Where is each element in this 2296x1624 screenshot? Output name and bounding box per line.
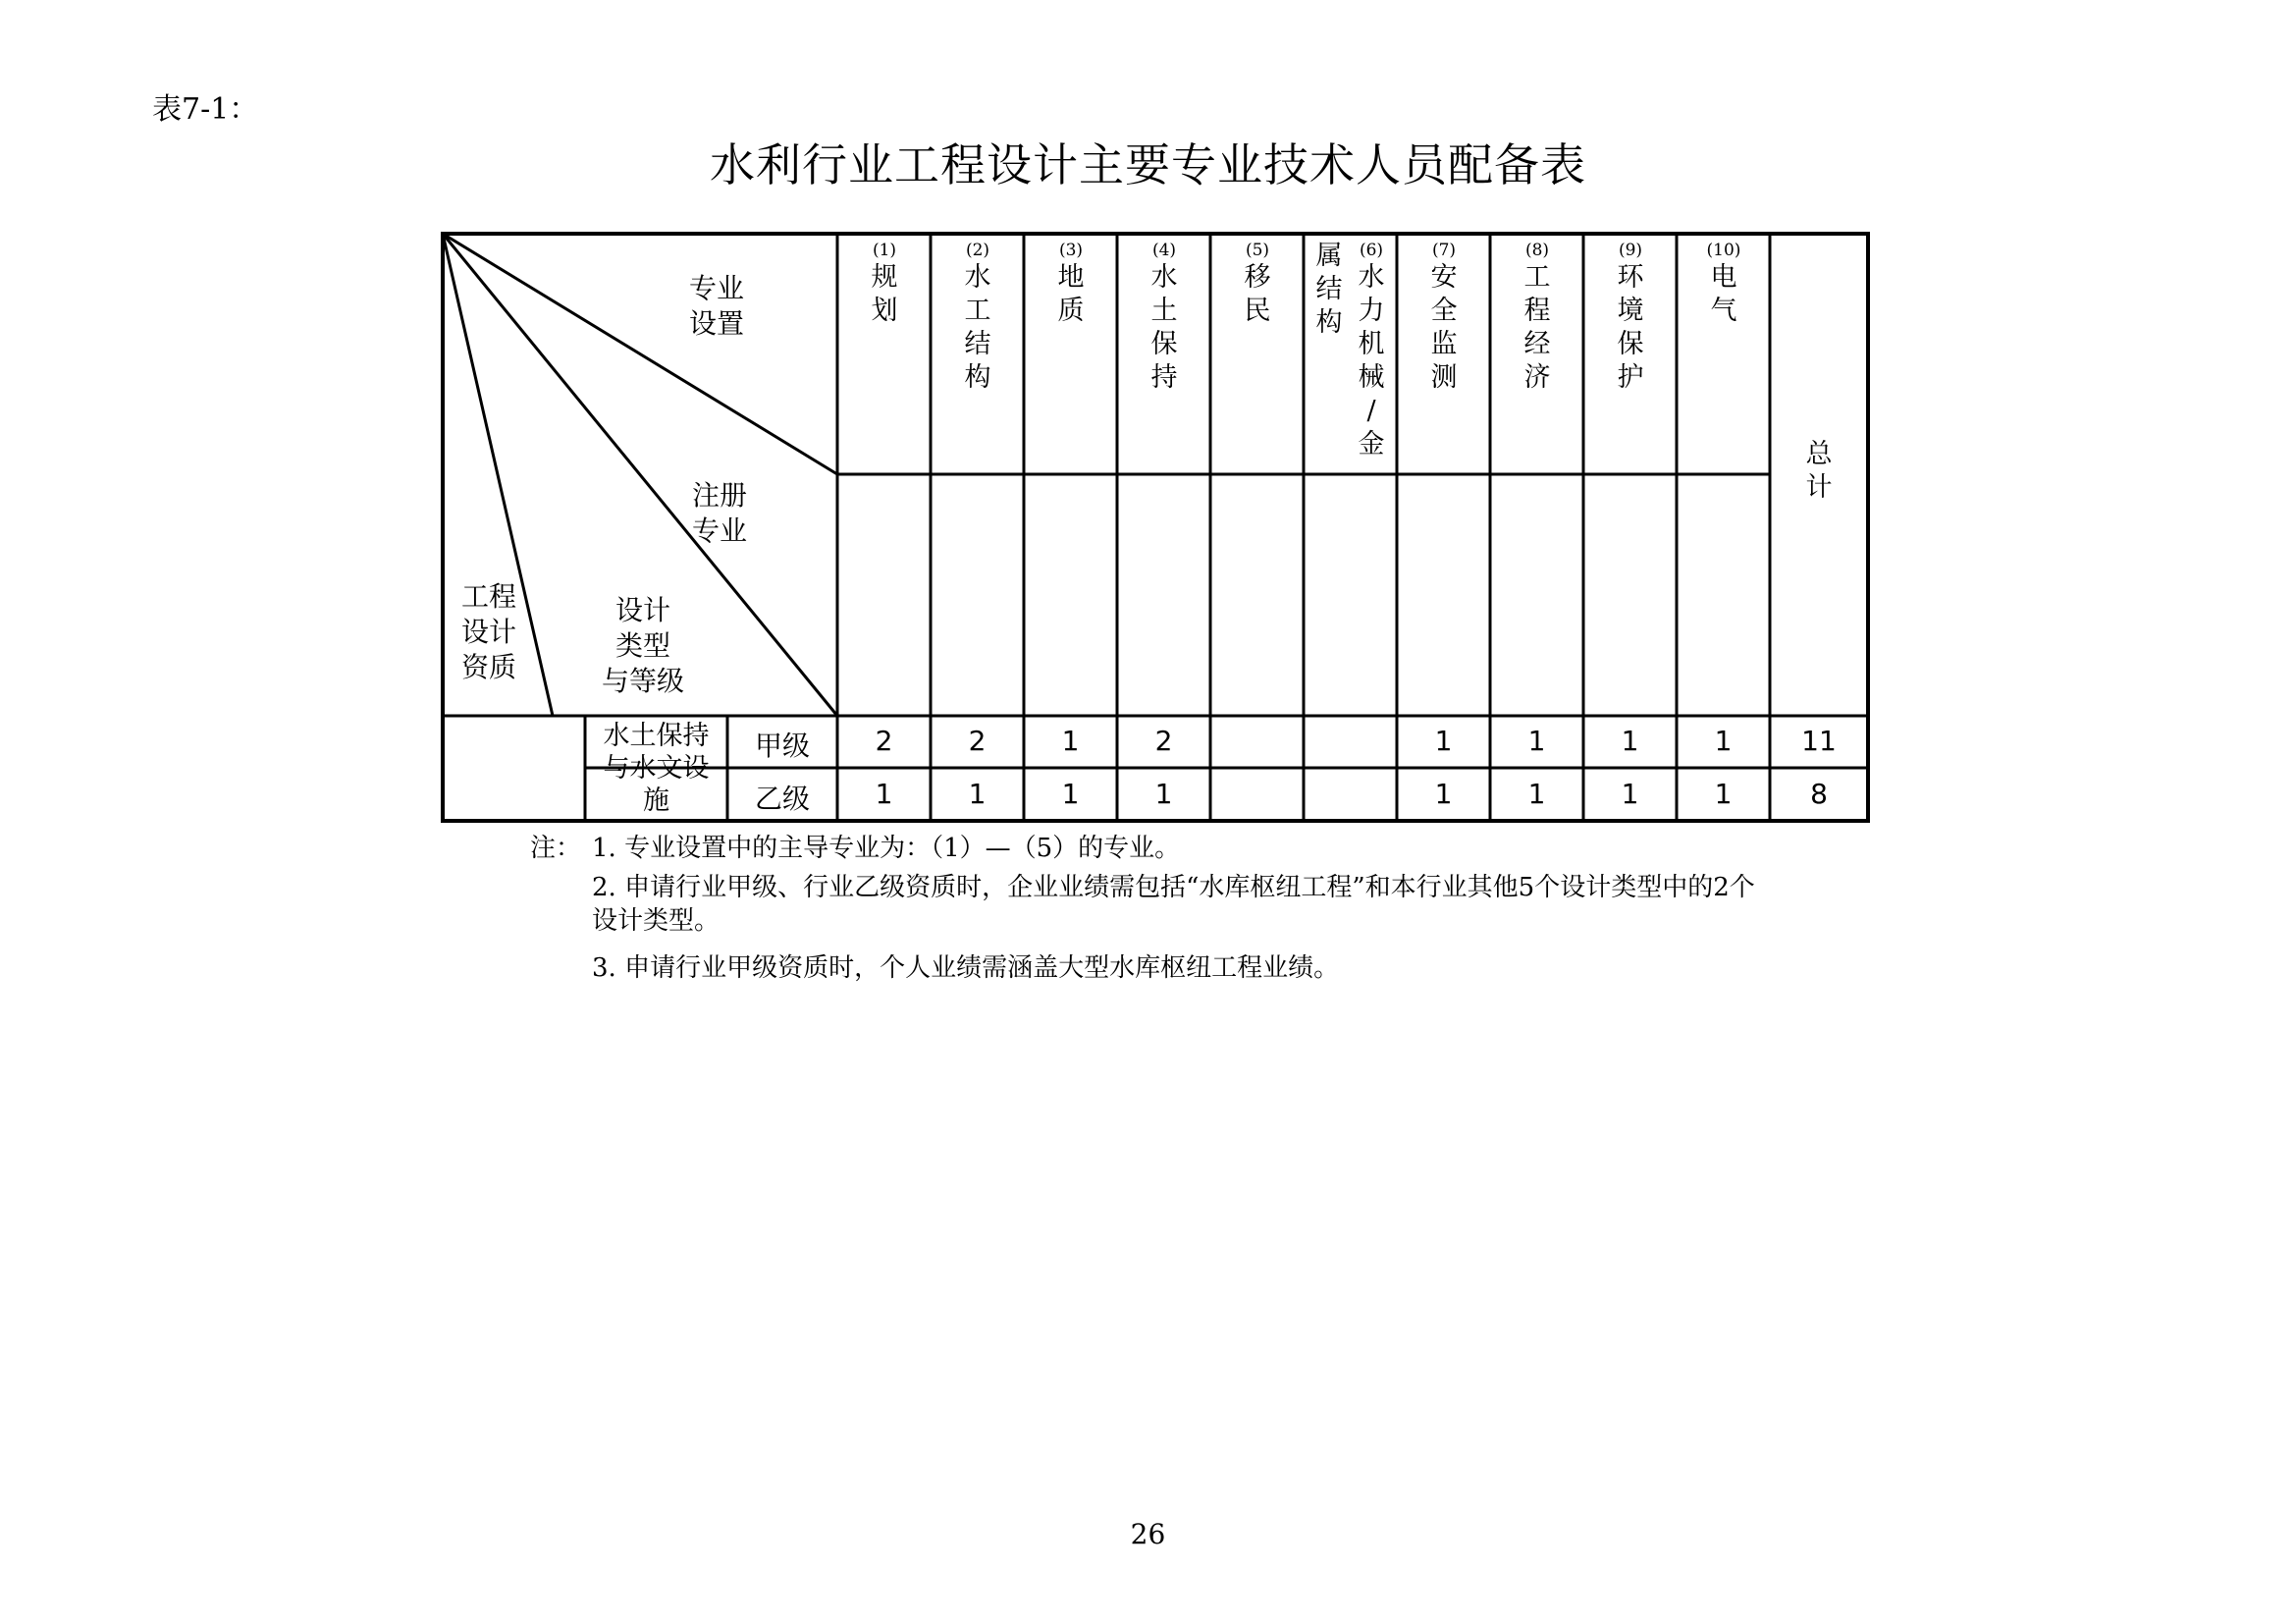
column-header-5: (5) 移 民: [1244, 241, 1271, 326]
column-header-7: (7) 安 全 监 测: [1430, 241, 1458, 393]
note-2-continued: 设计类型。: [592, 906, 721, 936]
corner-registered-specialty: 注册 专业: [691, 479, 747, 547]
column-header-2: (2) 水 工 结 构: [964, 241, 991, 393]
corner-design-type-grade: 设计 类型 与等级: [601, 594, 684, 697]
grade-a-label: 甲级: [754, 730, 810, 762]
column-header-8: (8) 工 程 经 济: [1523, 241, 1551, 393]
grade-b-total: 8: [1810, 778, 1828, 810]
grade-a-value-2: 2: [968, 725, 987, 757]
grade-b-value-8: 1: [1527, 778, 1546, 810]
grade-b-value-9: 1: [1621, 778, 1639, 810]
column-header-10: (10) 电 气: [1706, 241, 1741, 326]
grade-a-value-8: 1: [1527, 725, 1546, 757]
grade-a-value-9: 1: [1621, 725, 1639, 757]
note-1: 1. 专业设置中的主导专业为：（1）—（5）的专业。: [592, 834, 1181, 863]
design-type-cell: 水土保持 与水文设 施: [603, 721, 710, 816]
column-header-3: (3) 地 质: [1057, 241, 1085, 326]
grade-a-value-3: 1: [1061, 725, 1080, 757]
grade-b-value-4: 1: [1154, 778, 1173, 810]
column-header-4: (4) 水 土 保 持: [1150, 241, 1178, 393]
notes-prefix: 注：: [530, 834, 582, 863]
grade-b-value-1: 1: [875, 778, 893, 810]
column-header-9: (9) 环 境 保 护: [1617, 241, 1644, 393]
grade-a-total: 11: [1801, 725, 1837, 757]
grade-b-value-3: 1: [1061, 778, 1080, 810]
grade-a-value-10: 1: [1714, 725, 1733, 757]
grade-a-value-4: 2: [1154, 725, 1173, 757]
note-2: 2. 申请行业甲级、行业乙级资质时，企业业绩需包括“水库枢纽工程”和本行业其他5个设计类型中的2个: [592, 873, 1755, 902]
page-number: 26: [1130, 1518, 1166, 1550]
grade-a-value-1: 2: [875, 725, 893, 757]
grade-b-value-7: 1: [1434, 778, 1453, 810]
grade-b-value-2: 1: [968, 778, 987, 810]
corner-qualification: 工程 设计 资质: [460, 580, 516, 683]
grade-a-value-7: 1: [1434, 725, 1453, 757]
column-header-6: (6) 水 力 机 械 / 金: [1358, 241, 1385, 460]
column-header-6-side-label: 属 结 构: [1315, 241, 1343, 338]
grade-b-value-10: 1: [1714, 778, 1733, 810]
page-title: 水利行业工程设计主要专业技术人员配备表: [710, 138, 1586, 191]
note-3: 3. 申请行业甲级资质时，个人业绩需涵盖大型水库枢纽工程业绩。: [592, 953, 1340, 983]
diagonal-1: [443, 234, 837, 474]
column-header-total: 总 计: [1805, 439, 1833, 503]
table-label: 表7-1：: [152, 92, 259, 127]
column-header-1: (1) 规 划: [871, 241, 898, 326]
grade-b-label: 乙级: [754, 783, 810, 815]
corner-specialty-setting: 专业 设置: [688, 272, 744, 340]
